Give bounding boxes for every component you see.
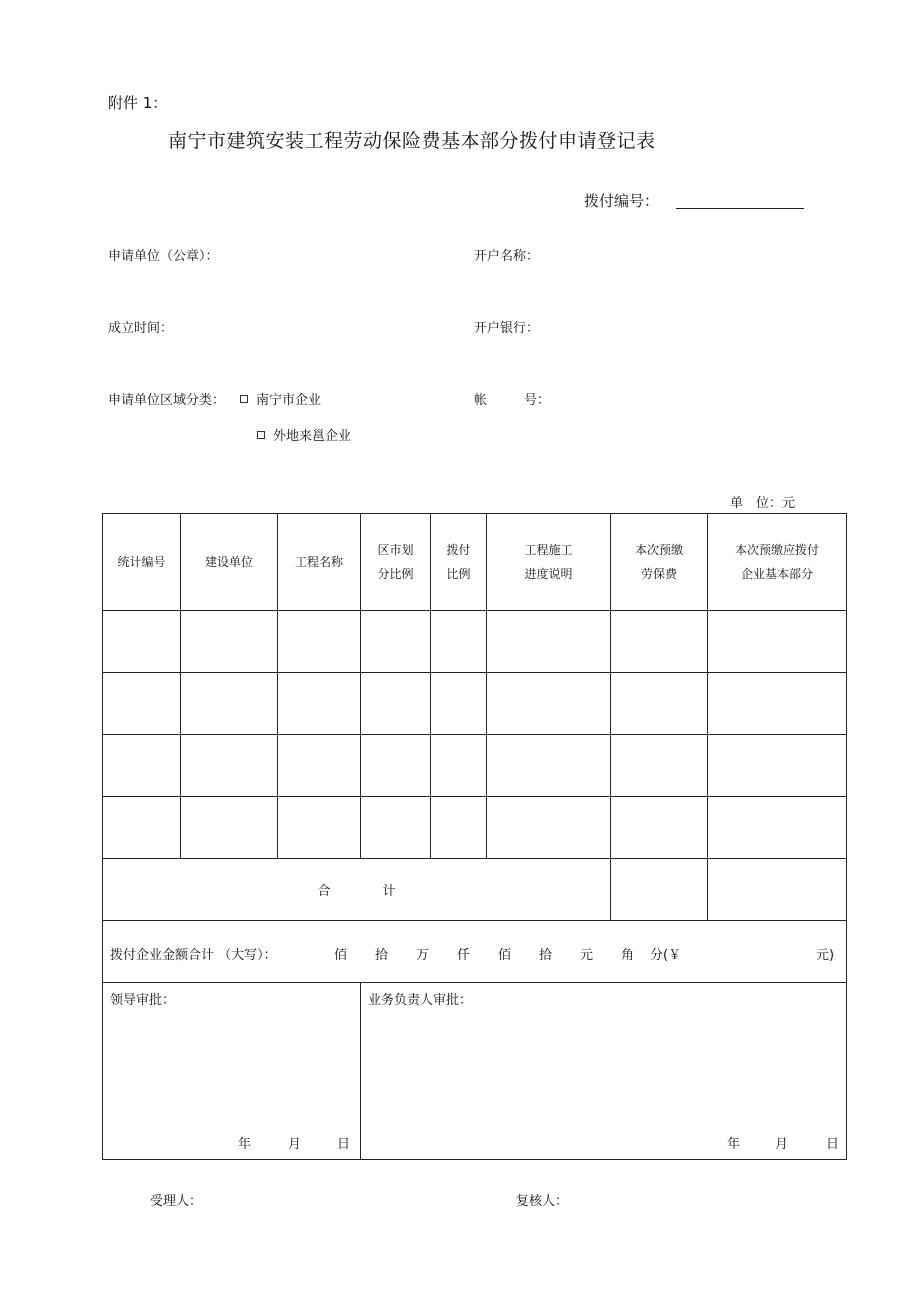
- checkbox-icon[interactable]: [257, 431, 265, 439]
- region-option-local-label: 南宁市企业: [256, 393, 322, 408]
- total-row: [103, 859, 847, 921]
- unit-wan: 万: [416, 948, 430, 963]
- region-label: 申请单位区域分类：: [108, 393, 226, 408]
- table-row: [103, 673, 847, 735]
- total-label: 合 计: [103, 859, 611, 921]
- header-pay-ratio: 拨付 比例: [431, 514, 487, 611]
- pay-number-field[interactable]: [676, 208, 804, 209]
- unit-shi-1: 拾: [375, 948, 389, 963]
- registration-table: [102, 513, 847, 1160]
- founded-label: 成立时间：: [108, 321, 174, 336]
- table-row: [103, 735, 847, 797]
- leader-approval-label: 领导审批：: [110, 993, 176, 1008]
- reviewer-label: 复核人：: [516, 1194, 569, 1209]
- total-prepaid-cell[interactable]: [611, 859, 708, 921]
- amount-row: [103, 921, 847, 983]
- header-construction-unit: 建设单位: [181, 514, 278, 611]
- unit-qian: 仟: [457, 948, 471, 963]
- region-option-local[interactable]: [240, 389, 321, 408]
- receiver-label: 受理人：: [150, 1194, 203, 1209]
- pay-number-label: 拨付编号：: [584, 192, 660, 210]
- business-approval-label: 业务负责人审批：: [368, 993, 473, 1008]
- account-name-label: 开户名称：: [474, 249, 540, 264]
- unit-bai-2: 佰: [498, 948, 512, 963]
- attachment-label: 附件 1：: [108, 94, 168, 112]
- header-district-ratio: 区市划 分比例: [361, 514, 431, 611]
- amount-label: 拨付企业金额合计 （大写）：: [110, 948, 277, 963]
- unit-yuan-end: 元): [816, 948, 835, 963]
- table-header-row: [103, 514, 847, 611]
- leader-approval-date: 年 月 日: [238, 1137, 351, 1152]
- region-option-external-label: 外地来邕企业: [273, 429, 352, 444]
- form-title: 南宁市建筑安装工程劳动保险费基本部分拨付申请登记表: [168, 130, 656, 152]
- header-prepaid-fee: 本次预缴 劳保费: [611, 514, 708, 611]
- checkbox-icon[interactable]: [240, 395, 248, 403]
- unit-jiao: 角: [621, 948, 635, 963]
- unit-label: 单 位：元: [730, 496, 796, 511]
- unit-yuan: 元: [580, 948, 594, 963]
- business-approval-date: 年 月 日: [727, 1137, 840, 1152]
- leader-approval-cell[interactable]: [103, 983, 361, 1160]
- account-no-label-part2: 号：: [524, 393, 551, 408]
- region-option-external[interactable]: [257, 425, 351, 444]
- applicant-label: 申请单位（公章）：: [108, 249, 219, 264]
- total-payable-cell[interactable]: [708, 859, 847, 921]
- approval-row: [103, 983, 847, 1160]
- business-approval-cell[interactable]: [361, 983, 847, 1160]
- header-stat-number: 统计编号: [103, 514, 181, 611]
- unit-fen-yen: 分(￥: [650, 948, 682, 963]
- header-payable-basic: 本次预缴应拨付 企业基本部分: [708, 514, 847, 611]
- account-no-label-part1: 帐: [474, 393, 488, 408]
- unit-shi-2: 拾: [539, 948, 553, 963]
- table-row: [103, 797, 847, 859]
- amount-cell[interactable]: [103, 921, 847, 983]
- header-progress-note: 工程施工 进度说明: [487, 514, 611, 611]
- table-row: [103, 611, 847, 673]
- header-project-name: 工程名称: [278, 514, 361, 611]
- bank-label: 开户银行：: [474, 321, 540, 336]
- unit-bai-1: 佰: [334, 948, 348, 963]
